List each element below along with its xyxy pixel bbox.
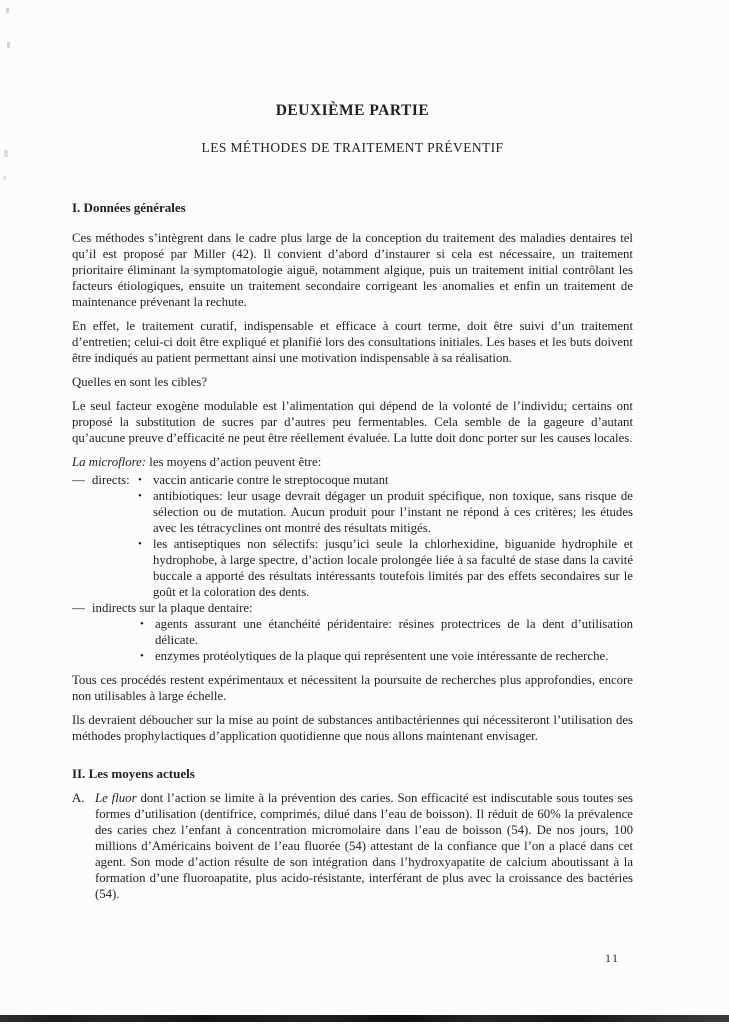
indirects-label: indirects sur la plaque dentaire: xyxy=(92,601,253,615)
bullet-text: les antiseptiques non sélectifs: jusqu’ici seule la chlorhexidine, biguanide hydrophile et hydrophobe, à large spectre, d’action locale prolongée liée à sa faculté de stase dans la cavité buccale a apporté des résultats intéressants toutefois limités par des effets secondaires sur le goût et la coloration des dents. xyxy=(153,537,633,599)
section-2-heading: II. Les moyens actuels xyxy=(72,766,195,781)
bullet-text: agents assurant une étanchéité péridentaire: résines protectrices de la dent d’utilisation délicate. xyxy=(155,617,633,647)
directs-bullets xyxy=(138,472,633,600)
item-a-marker: A. xyxy=(72,791,85,805)
part-subtitle: LES MÉTHODES DE TRAITEMENT PRÉVENTIF xyxy=(201,140,504,155)
bullet-marker: • xyxy=(140,618,144,630)
paragraph-2: En effet, le traitement curatif, indispensable et efficace à court terme, doit être suivi d’un traitement d’entretien; celui-ci doit être expliqué et planifié lors des consultations initiales. Les bases et les buts doivent être indiqués au patient permettant ainsi une motivation indispensable à sa réalisation. xyxy=(72,319,633,365)
microflore-lead-in xyxy=(72,454,633,470)
bullet-marker: • xyxy=(138,474,142,486)
bullet-text: antibiotiques: leur usage devrait dégager un produit spécifique, non toxique, sans risque de sélection ou de mutation. Aucun produit pour l’instant ne répond à ces critères; les études avec les tétracyclines ont montré des résultats mitigés. xyxy=(153,489,633,535)
paragraph-1: Ces méthodes s’intègrent dans le cadre plus large de la conception du traitement des maladies dentaires tel qu’il est proposé par Miller (42). Il convient d’abord d’instaurer si cela est nécessaire, un traitement prioritaire éliminant la symptomatologie aiguë, notamment algique, puis un traitement initial contrôlant les facteurs étiologiques, ensuite un traitement secondaire corrigeant les anomalies et enfin un traitement de maintenance prévenant la rechute. xyxy=(72,231,633,309)
bullet-text: enzymes protéolytiques de la plaque qui représentent une voie intéressante de recherche. xyxy=(155,649,609,663)
bullet-item xyxy=(140,648,633,664)
scan-speck xyxy=(4,150,8,157)
section-1-heading: I. Données générales xyxy=(72,200,186,215)
page-number: 11 xyxy=(605,951,620,965)
closing-paragraph-2: Ils devraient déboucher sur la mise au point de substances antibactériennes qui nécessiteront l’utilisation des méthodes prophylactiques d’application quotidienne que nous allons maintenant envisager. xyxy=(72,713,633,743)
paragraph-3: Le seul facteur exogène modulable est l’alimentation qui dépend de la volonté de l’individu; certains ont proposé la substitution de sucres par d’autres peu fermentables. Cela semble de la gageure d’autant qu’aucune preuve d’efficacité ne peut être réellement évaluée. La lutte doit donc porter sur les causes locales. xyxy=(72,399,633,445)
item-a-body xyxy=(95,790,633,902)
item-a-italic-lead: Le fluor xyxy=(95,791,137,805)
means-of-action-list xyxy=(72,472,633,664)
bullet-marker: • xyxy=(140,650,144,662)
microflore-italic: La microflore: xyxy=(72,455,147,469)
scan-speck xyxy=(6,8,9,13)
dash-marker: — xyxy=(72,601,85,615)
text-column xyxy=(72,0,633,902)
bullet-text: vaccin anticarie contre le streptocoque mutant xyxy=(153,473,389,487)
list-item-indirects xyxy=(72,600,633,616)
item-a-text: dont l’action se limite à la prévention des caries. Son efficacité est indiscutable sous toutes ses formes d’utilisation (dentifrice, comprimés, dilué dans l’eau de boisson). Il réduit de 60% la prévalence des caries chez l’enfant à concentration micromolaire dans l’eau de boisson (54). De nos jours, 100 millions d’Américains boivent de l’eau fluorée (54) attestant de la confiance que l’on a placé dans cet agent. Son mode d’action résulte de son intégration dans l’hydroxyapatite de calcium aboutissant à la formation d’une fluoroapatite, plus acido-résistante, interférant de plus avec la croissance des bactéries (54). xyxy=(95,791,634,901)
scan-edge-artifact xyxy=(0,1015,729,1022)
scan-speck xyxy=(7,42,10,48)
scan-speck xyxy=(3,176,6,180)
closing-paragraph-1: Tous ces procédés restent expérimentaux et nécessitent la poursuite de recherches plus approfondies, encore non utilisables à large échelle. xyxy=(72,673,633,703)
list-item-a-le-fluor xyxy=(72,790,633,902)
bullet-item xyxy=(140,616,633,648)
part-title: DEUXIÈME PARTIE xyxy=(275,102,430,119)
directs-label: directs: xyxy=(92,473,130,487)
dash-marker: — xyxy=(72,473,85,487)
indirects-bullets xyxy=(140,616,633,664)
bullet-item xyxy=(138,472,633,488)
bullet-marker: • xyxy=(138,538,142,550)
microflore-rest: les moyens d’action peuvent être: xyxy=(146,455,322,469)
list-item-directs xyxy=(72,472,633,600)
bullet-item xyxy=(138,536,633,600)
paragraph-question: Quelles en sont les cibles? xyxy=(72,375,208,389)
bullet-item xyxy=(138,488,633,536)
bullet-marker: • xyxy=(138,490,142,502)
